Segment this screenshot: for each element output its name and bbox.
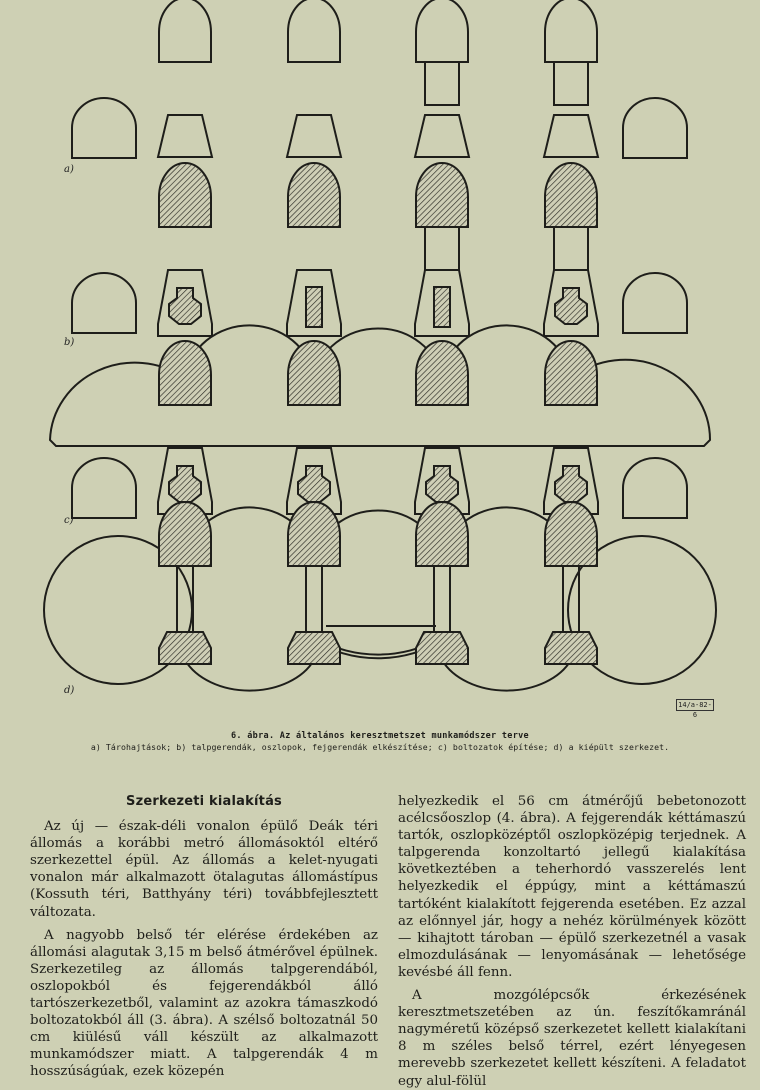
row-label-a: a) — [64, 164, 74, 175]
paragraph: A nagyobb belső tér elérése érdekében az állomási alagutak 3,15 m belső átmérővel épülnek. Szerkezetileg az állomás talpgerendából, oszlopokból és fejgerendákból álló tartószerkezetből, valamint az azokra támaszkodó boltozatokból áll (3. ábra). A szélső boltozatnál 50 cm kiülésű váll készült az alkalmazott munkamódszer miatt. A talpgerendák 4 m hosszúságúak, ezek közepén — [30, 927, 378, 1080]
paragraph: Az új — észak-déli vonalon épülő Deák téri állomás a korábbi metró állomásoktól eltérő szerkezettel épül. Az állomás a kelet-nyugati vonalon már alkalmazott ötalagutas állomástípus (Kossuth téri, Batthyány téri) továbbfejlesztett változata. — [30, 819, 378, 920]
figure-id-box: 14/a-82-6 — [676, 699, 714, 711]
paragraph: A mozgólépcsők érkezésének keresztmetszetében az ún. feszítőkamránál nagyméretű középső szerkezetet kellett kialakítani 8 m széles belső térrel, ezért lényegesen merevebb szerkezetet kellett készíteni. A feladatot egy alul-fölül — [398, 988, 746, 1089]
figure-caption-subtitle: a) Tárohajtások; b) talpgerendák, oszlopok, fejgerendák elkészítése; c) boltozatok építése; d) a kiépült szerkezet. — [90, 742, 670, 752]
row-label-c: c) — [64, 515, 74, 526]
figure-caption-title: 6. ábra. Az általános keresztmetszet munkamódszer terve — [231, 731, 529, 741]
paragraph: helyezkedik el 56 cm átmérőjű bebetonozott acélcsőoszlop (4. ábra). A fejgerendák kéttámaszú tartók, oszlopközéptől oszlopközépig terjednek. A talpgerenda konzoltartó jellegű kialakítása következtében a teherhordó vasszerelés lent helyezkedik el éppúgy, mint a kéttámaszú tartóként kialakított fejgerenda esetében. Ez azzal az előnnyel jár, hogy a nehéz körülmények között — kihajtott tároban — épülő szerkezetnél a vasak elmozdulásának — lenyomásának — lehetősége kevésbé áll fenn. — [398, 794, 746, 980]
row-label-d: d) — [64, 685, 75, 696]
section-heading: Szerkezeti kialakítás — [126, 794, 282, 809]
row-label-b: b) — [64, 337, 75, 348]
left-column — [30, 793, 378, 1081]
right-column — [398, 793, 746, 1090]
